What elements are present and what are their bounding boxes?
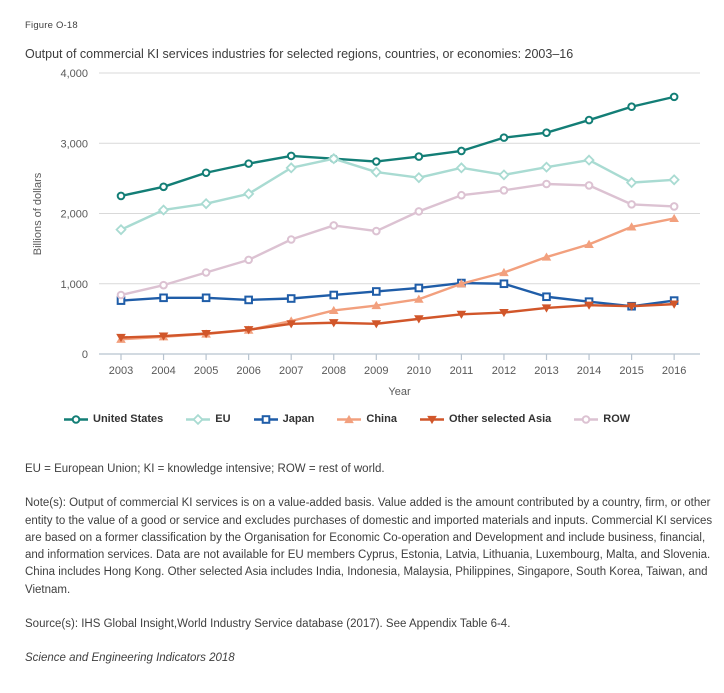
data-point-marker <box>458 148 465 155</box>
data-point-marker <box>245 257 252 264</box>
data-point-marker <box>585 156 594 165</box>
data-point-marker <box>500 170 509 179</box>
x-tick-label: 2016 <box>661 365 687 377</box>
x-tick-label: 2011 <box>449 365 474 377</box>
data-point-marker <box>160 184 167 191</box>
x-tick-label: 2012 <box>491 365 517 377</box>
source-note: Source(s): IHS Global Insight,World Industry Service database (2017). See Appendix Table 6-4. <box>25 617 511 630</box>
x-tick-label: 2005 <box>193 365 219 377</box>
x-tick-label: 2004 <box>151 365 176 377</box>
china-marker-icon <box>337 413 361 426</box>
data-point-marker <box>203 169 210 176</box>
data-point-marker <box>330 222 337 229</box>
data-point-marker <box>118 193 125 200</box>
chart-legend <box>64 410 699 428</box>
data-point-marker <box>543 293 550 300</box>
attribution: Science and Engineering Indicators 2018 <box>25 652 235 664</box>
data-point-marker <box>542 163 551 172</box>
data-point-marker <box>458 192 465 199</box>
data-point-marker <box>373 288 380 295</box>
data-point-marker <box>586 117 593 124</box>
legend-label-china: China <box>366 413 397 425</box>
data-point-marker <box>501 187 508 194</box>
x-axis-title: Year <box>388 386 411 398</box>
legend-item-china <box>337 413 397 426</box>
chart-title: Output of commercial KI services industries for selected regions, countries, or economies: 2003–16 <box>25 47 574 61</box>
legend-label-united-states: United States <box>93 413 164 425</box>
chart-plot-area <box>0 61 724 408</box>
x-tick-label: 2003 <box>108 365 134 377</box>
data-point-marker <box>457 163 466 172</box>
data-point-marker <box>330 292 337 299</box>
x-tick-label: 2014 <box>576 365 602 377</box>
data-point-marker <box>416 153 423 160</box>
legend-item-row <box>574 413 630 426</box>
chart-note: Note(s): Output of commercial KI services is on a value-added basis. Value added is the amount contributed by a country, firm, or other entity to the value of a good or service and excludes purchases of domestic and imported materials and inputs. Commercial KI services are based on a former classification by the Organisation for Economic Co-operation and Development and include business, financial, and information services. Data are not available for EU members Cyprus, Estonia, Latvia, Lithuania, Luxembourg, Malta, and Slovenia. China includes Hong Kong. Other selected Asia includes India, Indonesia, Malaysia, Philippines, Singapore, South Korea, Taiwan, and Vietnam. <box>25 497 713 596</box>
data-point-marker <box>203 295 210 302</box>
legend-label-japan: Japan <box>282 413 315 425</box>
abbreviation-note: EU = European Union; KI = knowledge intensive; ROW = rest of world. <box>25 463 385 475</box>
data-point-marker <box>288 236 295 243</box>
y-axis-title: Billions of dollars <box>32 172 44 256</box>
legend-item-other-selected-asia <box>420 413 551 426</box>
data-point-marker <box>373 228 380 235</box>
data-point-marker <box>245 160 252 167</box>
data-point-marker <box>329 154 338 163</box>
data-point-marker <box>586 182 593 189</box>
x-tick-label: 2015 <box>619 365 644 377</box>
data-point-marker <box>202 199 211 208</box>
data-point-marker <box>414 173 423 182</box>
data-point-marker <box>245 297 252 304</box>
data-point-marker <box>117 225 126 234</box>
ki-services-line-chart <box>0 61 699 428</box>
figure-number: Figure O-18 <box>25 20 78 31</box>
y-tick-label: 1,000 <box>60 278 88 291</box>
data-point-marker <box>160 282 167 289</box>
data-point-marker <box>543 129 550 136</box>
y-tick-label: 0 <box>81 349 88 361</box>
legend-item-united-states <box>64 413 163 426</box>
data-point-marker <box>671 203 678 210</box>
y-tick-label: 3,000 <box>60 138 88 151</box>
data-point-marker <box>501 134 508 141</box>
data-point-marker <box>372 168 381 177</box>
data-point-marker <box>118 292 125 299</box>
other-selected-asia-marker-icon <box>420 413 444 426</box>
data-point-marker <box>288 153 295 160</box>
x-tick-label: 2010 <box>406 365 432 377</box>
series-line-united-states <box>121 97 674 196</box>
data-point-marker <box>671 94 678 101</box>
legend-label-eu: EU <box>215 413 231 425</box>
eu-marker-icon <box>186 413 210 426</box>
united-states-marker-icon <box>64 413 88 426</box>
legend-label-other-selected-asia: Other selected Asia <box>448 413 552 425</box>
data-point-marker <box>288 295 295 302</box>
data-point-marker <box>203 269 210 276</box>
data-point-marker <box>543 181 550 188</box>
data-point-marker <box>416 208 423 215</box>
row-marker-icon <box>574 413 598 426</box>
y-tick-label: 4,000 <box>60 68 88 80</box>
data-point-marker <box>501 280 508 287</box>
x-tick-label: 2008 <box>321 365 346 377</box>
japan-marker-icon <box>254 413 278 426</box>
data-point-marker <box>373 158 380 165</box>
data-point-marker <box>628 201 635 208</box>
x-tick-label: 2006 <box>236 365 261 377</box>
x-tick-label: 2013 <box>534 365 559 377</box>
data-point-marker <box>627 178 636 187</box>
legend-label-row: ROW <box>603 413 631 425</box>
data-point-marker <box>416 285 423 292</box>
data-point-marker <box>160 295 167 302</box>
data-point-marker <box>628 103 635 110</box>
legend-item-eu <box>186 413 230 426</box>
y-tick-label: 2,000 <box>60 208 88 221</box>
legend-item-japan <box>254 413 315 426</box>
x-tick-label: 2009 <box>364 365 389 377</box>
data-point-marker <box>670 175 679 184</box>
x-tick-label: 2007 <box>278 365 304 377</box>
